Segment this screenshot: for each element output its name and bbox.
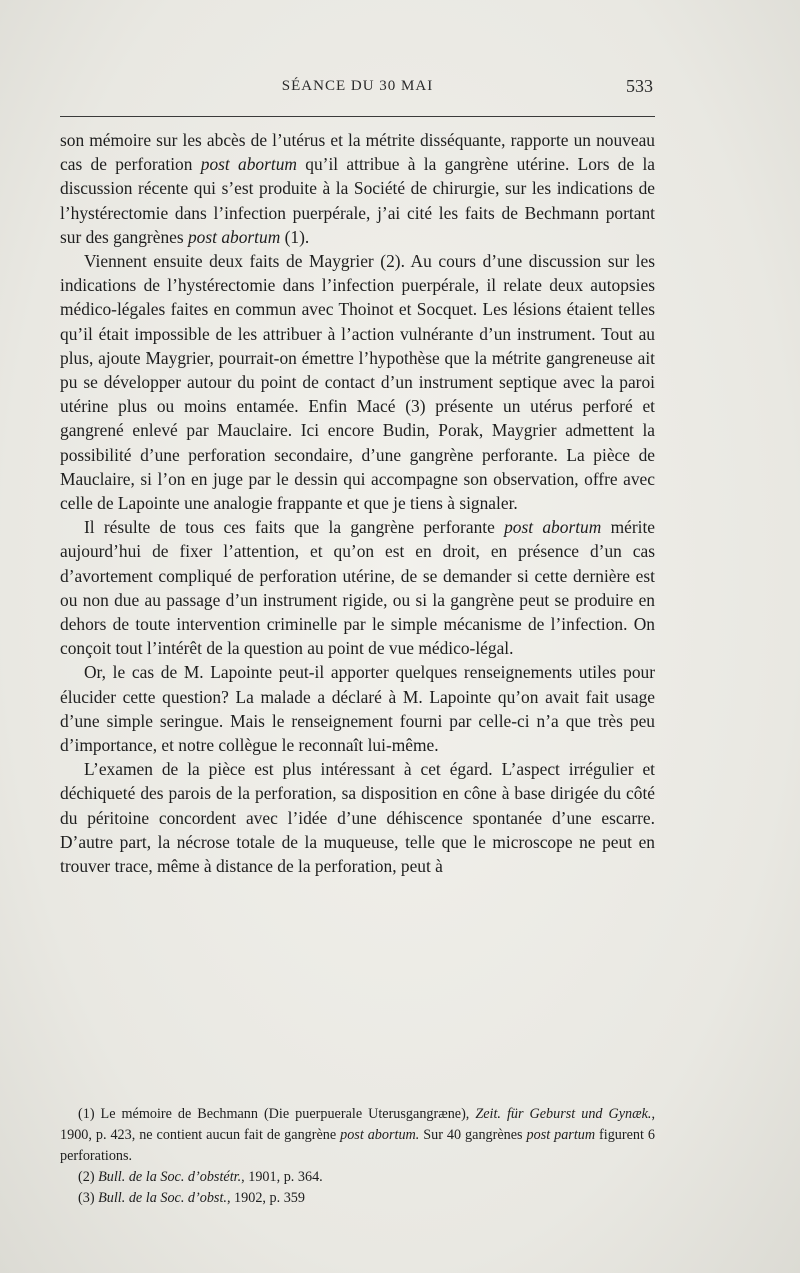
paragraph-2: Viennent ensuite deux faits de Maygrier (2). Au cours d’une discussion sur les indications de l’hystérectomie dans l’infection puerpérale, il relate deux autopsies médico-légales faites en commun avec Thoinot et Socquet. Les lésions étaient telles qu’il était impossible de les attribuer à l’action vulnérante d’un instrument. Tout au plus, ajoute Maygrier, pourrait-on émettre l’hypothèse que la métrite gangreneuse ait pu se développer autour du point de contact d’un instrument septique avec la paroi utérine plus ou moins entamée. Enfin Macé (3) présente un utérus perforé et gangrené enlevé par Mauclaire. Ici encore Budin, Porak, Maygrier admettent la possibilité d’une perforation secondaire, d’une gangrène perforante. La pièce de Mauclaire, si l’on en juge par le dessin qui accompagne son observation, offre avec celle de Lapointe une analogie frappante et que je tiens à signaler. xyxy=(60,251,655,514)
italic-span: post partum xyxy=(526,1127,596,1143)
italic-span: post abortum xyxy=(200,154,297,175)
page-header xyxy=(60,76,655,100)
italic-span: Bull. de la Soc. d’obst. xyxy=(98,1190,227,1206)
italic-span: post abortum xyxy=(504,517,602,538)
text-span: qu’il attribue à la gangrène utérine. Lors de la discussion récente qui s’est produite à la Société de chirurgie, sur les indications de l’hystérectomie dans l’infection puerpérale, j’ai cité les faits de Bechmann portant sur des gangrènes xyxy=(60,154,655,247)
text-span: (1). xyxy=(280,226,310,247)
footnote-1 xyxy=(60,1104,655,1167)
paragraph-1 xyxy=(60,128,655,249)
footnotes xyxy=(60,1104,655,1209)
text-span: , 1900, p. 423, ne contient aucun fait de gangrène xyxy=(60,1106,655,1143)
text-span: Sur 40 gangrènes xyxy=(419,1127,527,1143)
text-span: mérite aujourd’hui de fixer l’attention, et qu’on est en droit, en présence d’un cas d’avortement compliqué de perforation utérine, de se demander si cette dernière est ou non due au passage d’un instrument rigide, ou si la gangrène peut se produire en dehors de toute intervention criminelle par le simple mécanisme de l’infection. On conçoit tout l’intérêt de la question au point de vue médico-légal. xyxy=(60,517,655,659)
text-span: (3) xyxy=(78,1190,99,1206)
text-span: (1) Le mémoire de Bechmann (Die puerpuerale Uterusgangræne), xyxy=(78,1106,476,1122)
italic-span: post abortum xyxy=(187,226,281,247)
text-span: , 1902, p. 359 xyxy=(226,1190,305,1206)
paragraph-5: L’examen de la pièce est plus intéressant à cet égard. L’aspect irrégulier et déchiqueté des parois de la perforation, sa disposition en cône à base dirigée du côté du péritoine concordent avec l’idée d’une déhiscence spontanée d’une escarre. D’autre part, la nécrose totale de la muqueuse, telle que le microscope ne peut en trouver trace, même à distance de la perforation, peut à xyxy=(60,759,655,877)
header-rule xyxy=(60,116,655,117)
text-span: son mémoire sur les abcès de l’utérus et la métrite disséquante, rapporte un nouveau cas de perforation xyxy=(60,130,655,175)
text-span: , 1901, p. 364. xyxy=(241,1169,323,1185)
paragraph-3 xyxy=(60,515,655,660)
italic-span: Bull. de la Soc. d’obstétr. xyxy=(98,1169,242,1185)
paragraph-4: Or, le cas de M. Lapointe peut-il apporter quelques renseignements utiles pour élucider cette question? La malade a déclaré à M. Lapointe qu’on avait fait usage d’une simple seringue. Mais le renseignement fourni par celle-ci n’a que très peu d’importance, et notre collègue le reconnaît lui-même. xyxy=(60,662,655,756)
text-span: (2) xyxy=(78,1169,99,1185)
page-number: 533 xyxy=(626,76,653,96)
text-span: Il résulte de tous ces faits que la gangrène perforante xyxy=(84,517,505,538)
italic-span: Zeit. für Geburst und Gynæk. xyxy=(475,1106,652,1122)
running-head: SÉANCE DU 30 MAI xyxy=(281,78,434,94)
footnote-3 xyxy=(60,1188,655,1209)
footnote-2 xyxy=(60,1167,655,1188)
italic-span: post abortum. xyxy=(340,1127,420,1143)
text-span: figurent 6 perforations. xyxy=(60,1127,655,1164)
body-text xyxy=(60,128,655,878)
